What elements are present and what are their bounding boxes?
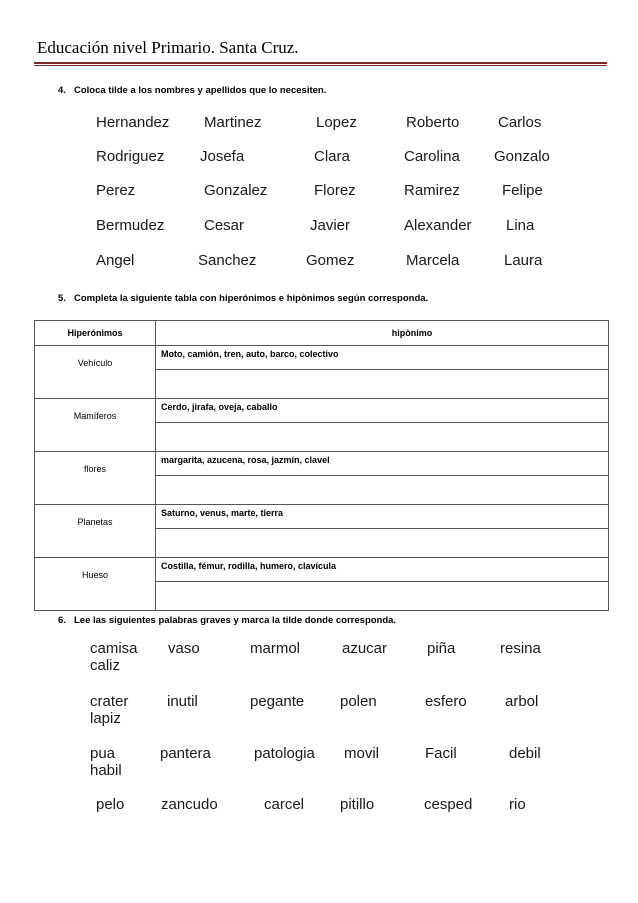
header-rule-thin xyxy=(34,65,607,66)
answer-cell[interactable] xyxy=(156,529,609,558)
grave-word[interactable]: habil xyxy=(90,762,122,779)
grave-word[interactable]: esfero xyxy=(425,693,467,710)
hyponym-header: hipònimo xyxy=(156,321,609,346)
hyperonym-table xyxy=(34,320,609,611)
answer-cell[interactable] xyxy=(156,476,609,505)
hyponym-examples-cell: margarita, azucena, rosa, jazmín, clavel xyxy=(156,452,609,476)
grave-word[interactable]: pegante xyxy=(250,693,305,710)
question-5-title xyxy=(58,293,428,304)
name-word[interactable]: Marcela xyxy=(406,252,460,269)
header-rule xyxy=(34,62,607,64)
grave-word[interactable]: vaso xyxy=(168,640,200,657)
table-row xyxy=(35,558,609,582)
name-word[interactable]: Laura xyxy=(504,252,543,269)
hyperonym-header: Hiperónimos xyxy=(35,321,156,346)
grave-word[interactable]: polen xyxy=(340,693,377,710)
grave-word[interactable]: carcel xyxy=(264,796,305,813)
grave-word[interactable]: zancudo xyxy=(161,796,218,813)
grave-word[interactable]: Facil xyxy=(425,745,457,762)
question-5-number: 5. xyxy=(58,293,66,304)
question-4-text: Coloca tilde a los nombres y apellidos que lo necesiten. xyxy=(74,85,327,96)
grave-word[interactable]: pua xyxy=(90,745,116,762)
hyperonym-cell: Hueso xyxy=(35,558,156,611)
grave-word[interactable]: caliz xyxy=(90,657,121,674)
answer-cell[interactable] xyxy=(156,423,609,452)
name-word[interactable]: Martinez xyxy=(204,114,262,131)
table-row xyxy=(35,505,609,529)
grave-word[interactable]: lapiz xyxy=(90,710,121,727)
hyperonym-cell: Vehículo xyxy=(35,346,156,399)
grave-word[interactable]: resina xyxy=(500,640,541,657)
grave-word[interactable]: cesped xyxy=(424,796,473,813)
name-word[interactable]: Hernandez xyxy=(96,114,170,131)
grave-word[interactable]: rio xyxy=(509,796,526,813)
grave-word[interactable]: inutil xyxy=(167,693,198,710)
question-6-number: 6. xyxy=(58,615,66,626)
grave-word[interactable]: debil xyxy=(509,745,541,762)
grave-word[interactable]: arbol xyxy=(505,693,539,710)
hyponym-examples-cell: Cerdo, jirafa, oveja, caballo xyxy=(156,399,609,423)
question-4-title xyxy=(58,85,326,96)
grave-word[interactable]: pelo xyxy=(96,796,125,813)
question-6-title xyxy=(58,615,396,626)
grave-word[interactable]: piña xyxy=(427,640,456,657)
name-word[interactable]: Roberto xyxy=(406,114,460,131)
grave-word[interactable]: marmol xyxy=(250,640,301,657)
question-6-text: Lee las siguientes palabras graves y marca la tilde donde corresponda. xyxy=(74,615,397,626)
grave-word[interactable]: camisa xyxy=(90,640,138,657)
hyponym-examples-cell: Saturno, venus, marte, tierra xyxy=(156,505,609,529)
name-word[interactable]: Felipe xyxy=(502,182,543,199)
name-word[interactable]: Josefa xyxy=(200,148,245,165)
hyponym-examples-cell: Costilla, fémur, rodilla, humero, clavícula xyxy=(156,558,609,582)
answer-cell[interactable] xyxy=(156,582,609,611)
name-word[interactable]: Lopez xyxy=(316,114,357,131)
name-word[interactable]: Sanchez xyxy=(198,252,257,269)
grave-word[interactable]: azucar xyxy=(342,640,388,657)
table-row xyxy=(35,399,609,423)
name-word[interactable]: Bermudez xyxy=(96,217,165,234)
grave-word[interactable]: movil xyxy=(344,745,380,762)
table-row xyxy=(35,346,609,370)
answer-cell[interactable] xyxy=(156,370,609,399)
table-header-row xyxy=(35,321,609,346)
name-word[interactable]: Gonzalez xyxy=(204,182,268,199)
name-word[interactable]: Ramirez xyxy=(404,182,460,199)
page-header-title: Educación nivel Primario. Santa Cruz. xyxy=(37,38,299,57)
name-word[interactable]: Angel xyxy=(96,252,135,269)
hyperonym-cell: Mamíferos xyxy=(35,399,156,452)
grave-word[interactable]: pitillo xyxy=(340,796,375,813)
name-word[interactable]: Alexander xyxy=(404,217,472,234)
question-5-text: Completa la siguiente tabla con hiperónimos e hipònimos según corresponda. xyxy=(74,293,429,304)
grave-word[interactable]: crater xyxy=(90,693,129,710)
name-word[interactable]: Rodriguez xyxy=(96,148,165,165)
name-word[interactable]: Carolina xyxy=(404,148,460,165)
name-word[interactable]: Carlos xyxy=(498,114,542,131)
hyperonym-cell: Planetas xyxy=(35,505,156,558)
name-word[interactable]: Gomez xyxy=(306,252,355,269)
question-4-number: 4. xyxy=(58,85,66,96)
name-word[interactable]: Gonzalo xyxy=(494,148,550,165)
name-word[interactable]: Perez xyxy=(96,182,136,199)
hyponym-examples-cell: Moto, camión, tren, auto, barco, colectivo xyxy=(156,346,609,370)
table-row xyxy=(35,452,609,476)
name-word[interactable]: Cesar xyxy=(204,217,245,234)
name-word[interactable]: Clara xyxy=(314,148,350,165)
hyperonym-cell: flores xyxy=(35,452,156,505)
name-word[interactable]: Florez xyxy=(314,182,356,199)
name-word[interactable]: Javier xyxy=(310,217,351,234)
name-word[interactable]: Lina xyxy=(506,217,535,234)
grave-word[interactable]: pantera xyxy=(160,745,211,762)
grave-word[interactable]: patologia xyxy=(254,745,315,762)
